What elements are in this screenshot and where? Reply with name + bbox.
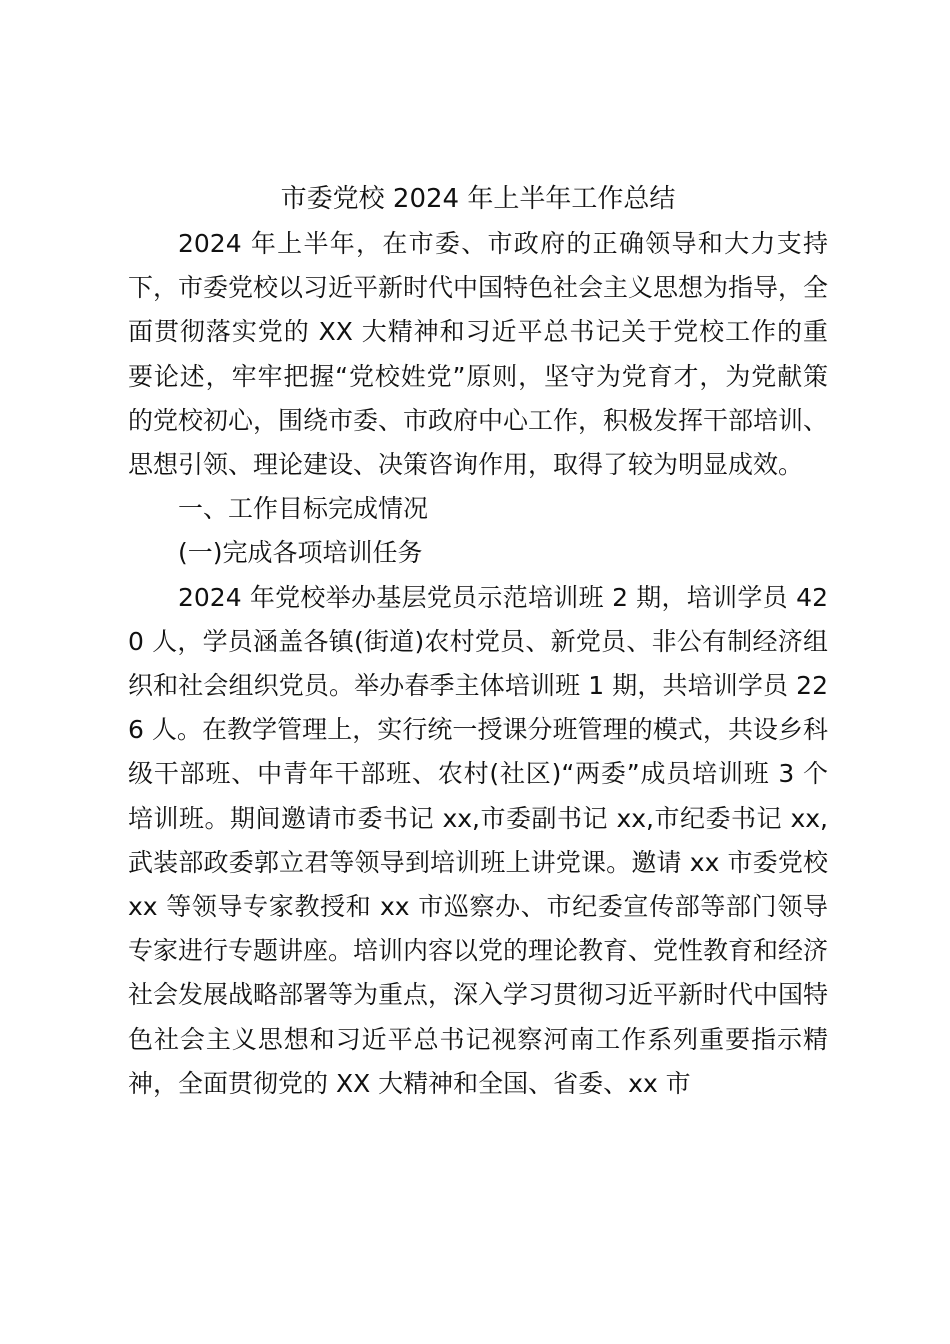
document-page (128, 176, 828, 1106)
subsection-heading: (一)完成各项培训任务 (178, 538, 423, 568)
training-paragraph: 2024 年党校举办基层党员示范培训班 2 期，培训学员 420 人，学员涵盖各镇(街道)农村党员、新党员、非公有制经济组织和社会组织党员。举办春季主体培训班 1 期，共培训学员 226 人。在教学管理上，实行统一授课分班管理的模式，共设乡科级干部班、中青年干部班、农村(社区)“两委”成员培训班 3 个培训班。期间邀请市委书记 xx,市委副书记 xx,市纪委书记 xx,武装部政委郭立君等领导到培训班上讲党课。邀请 xx 市委党校 xx 等领导专家教授和 xx 市巡察办、市纪委宣传部等部门领导专家进行专题讲座。培训内容以党的理论教育、党性教育和经济社会发展战略部署等为重点，深入学习贯彻习近平新时代中国特色社会主义思想和习近平总书记视察河南工作系列重要指示精神，全面贯彻党的 XX 大精神和全国、省委、xx 市 (128, 582, 829, 1098)
document-title: 市委党校 2024 年上半年工作总结 (280, 184, 676, 214)
intro-paragraph: 2024 年上半年，在市委、市政府的正确领导和大力支持下，市委党校以习近平新时代中国特色社会主义思想为指导，全面贯彻落实党的 XX 大精神和习近平总书记关于党校工作的重要论述，牢牢把握“党校姓党”原则，坚守为党育才，为党献策的党校初心，围绕市委、市政府中心工作，积极发挥干部培训、思想引领、理论建设、决策咨询作用，取得了较为明显成效。 (128, 229, 829, 480)
section-heading: 一、工作目标完成情况 (178, 494, 429, 524)
